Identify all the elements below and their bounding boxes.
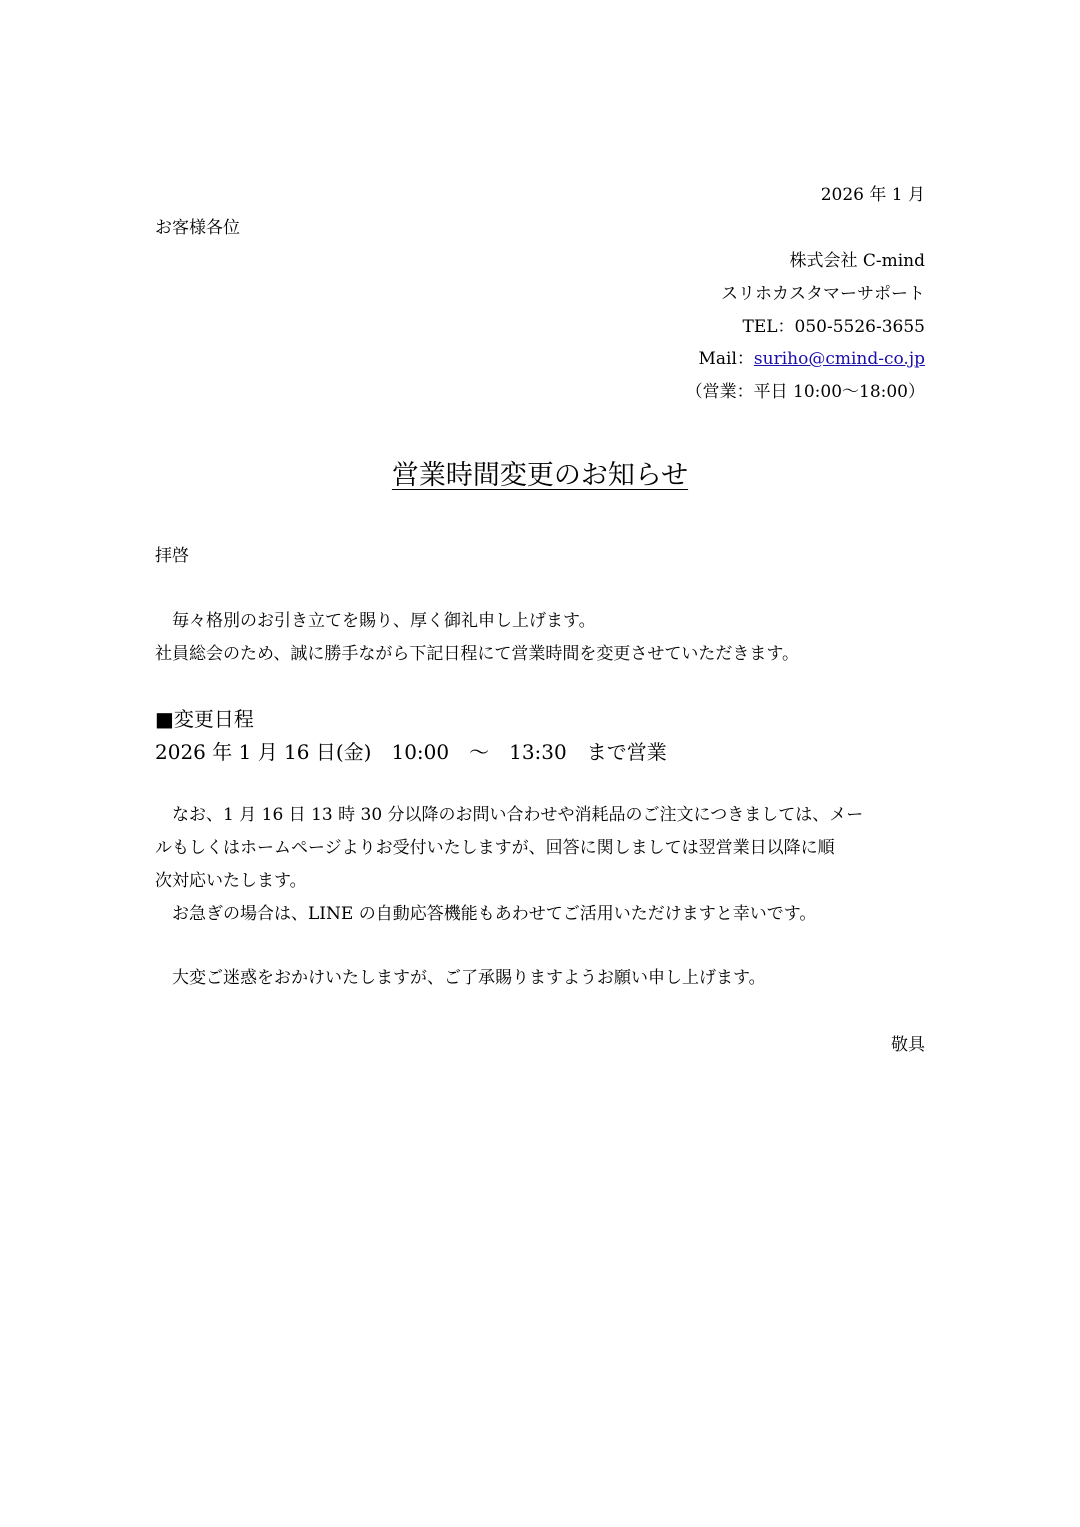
mail-label: Mail： xyxy=(698,349,754,369)
sender-company: 株式会社 C-mind xyxy=(789,251,925,271)
greeting-open: 拝啓 xyxy=(155,546,189,566)
document-date: 2026 年 1 月 xyxy=(820,185,925,205)
intro-line: 毎々格別のお引き立てを賜り、厚く御礼申し上げます。 xyxy=(155,611,596,631)
schedule-heading: ■変更日程 xyxy=(155,707,254,731)
notes-line: お急ぎの場合は、LINE の自動応答機能もあわせてご活用いただけますと幸いです。 xyxy=(155,904,817,924)
notes-line: なお、1 月 16 日 13 時 30 分以降のお問い合わせや消耗品のご注文につきましては、メー xyxy=(155,805,864,825)
notes-line: ルもしくはホームページよりお受付いたしますが、回答に関しましては翌営業日以降に順 xyxy=(155,838,835,858)
apology-text: 大変ご迷惑をおかけいたしますが、ご了承賜りますようお願い申し上げます。 xyxy=(155,968,766,988)
sender-hours: （営業：平日 10:00〜18:00） xyxy=(685,382,925,402)
schedule-detail: 2026 年 1 月 16 日(金) 10:00 ～ 13:30 まで営業 xyxy=(155,740,667,764)
document-title-text: 営業時間変更のお知らせ xyxy=(391,460,689,491)
greeting-close: 敬具 xyxy=(891,1035,925,1055)
notes-line: 次対応いたします。 xyxy=(155,871,307,891)
sender-mail xyxy=(698,351,925,368)
sender-department: スリホカスタマーサポート xyxy=(721,284,925,304)
document-title xyxy=(0,462,1080,489)
sender-tel: TEL：050-5526-3655 xyxy=(742,317,925,337)
mail-link[interactable]: suriho@cmind-co.jp xyxy=(753,349,925,369)
addressee: お客様各位 xyxy=(155,218,240,238)
intro-line: 社員総会のため、誠に勝手ながら下記日程にて営業時間を変更させていただきます。 xyxy=(155,644,799,664)
